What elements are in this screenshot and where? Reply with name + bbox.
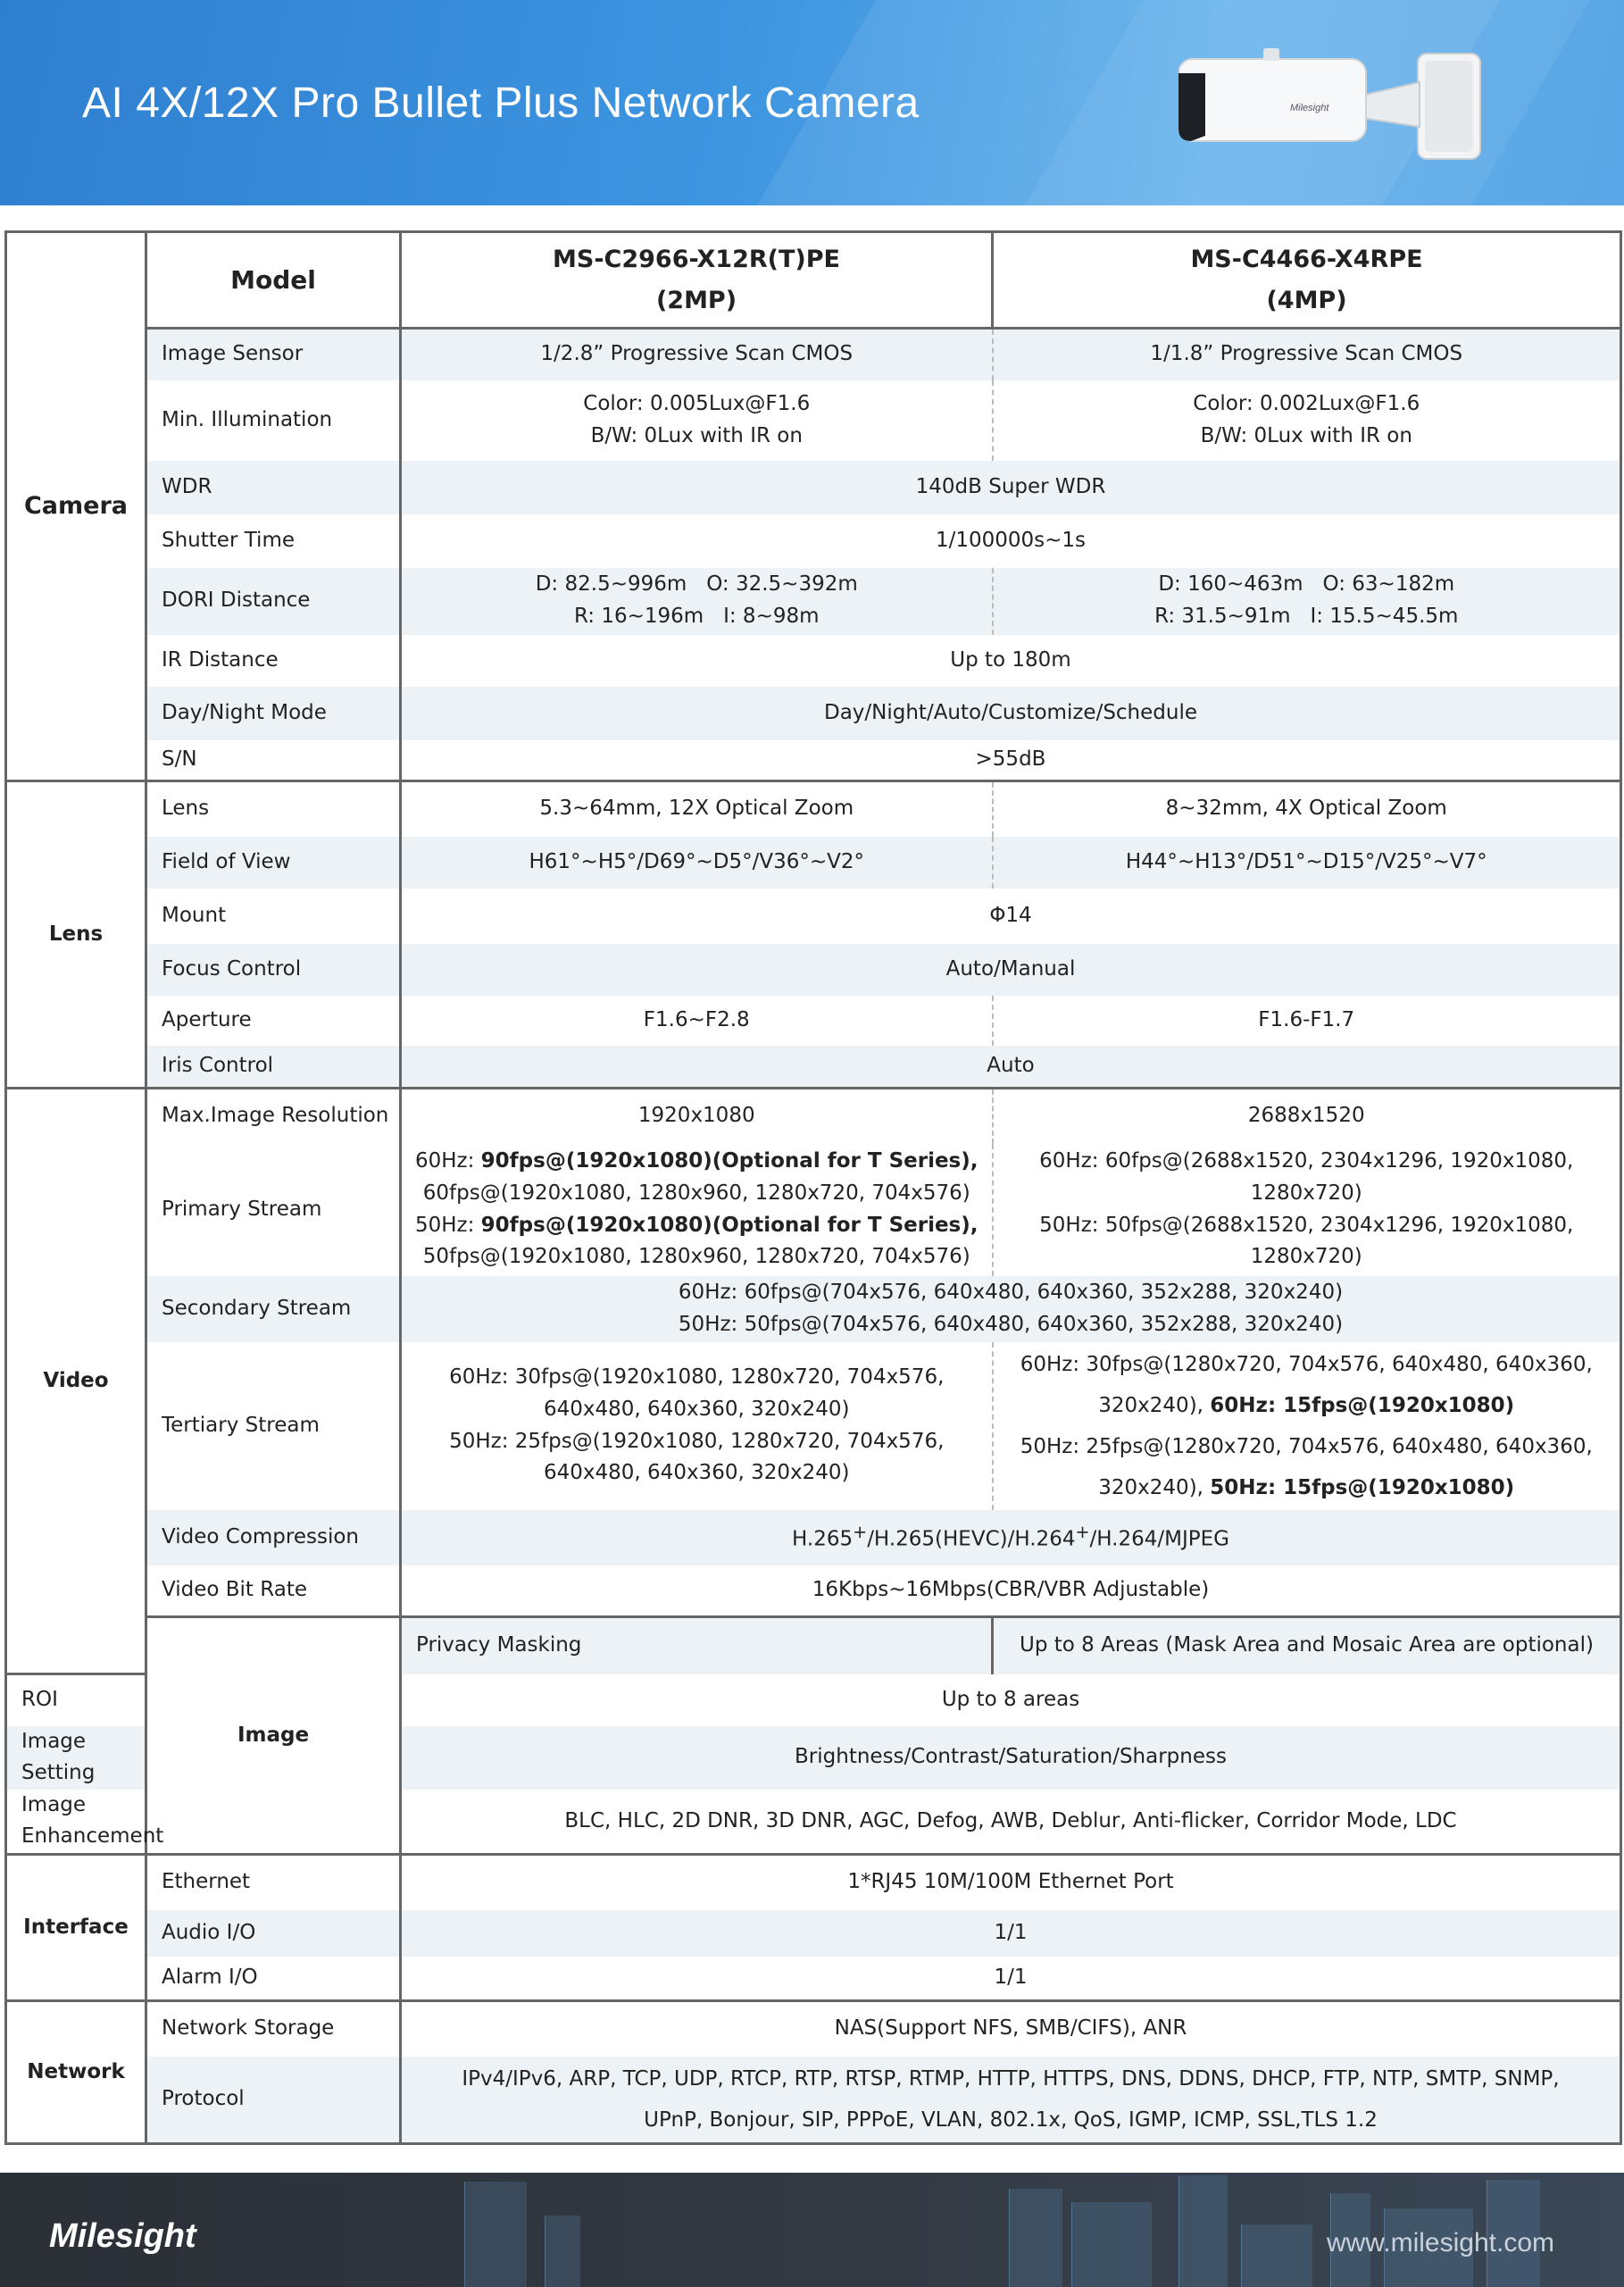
spec-table: [4, 230, 1622, 2145]
model-2-res: (4MP): [1266, 286, 1347, 314]
row-label: Iris Control: [146, 1046, 401, 1089]
row-day-night-mode: [6, 687, 1621, 740]
row-image-sensor: [6, 329, 1621, 380]
row-ir-distance: [6, 635, 1621, 687]
row-label: WDR: [146, 461, 401, 514]
footer-decoration: [1178, 2175, 1228, 2287]
row-focus-control: [6, 944, 1621, 996]
row-audio-io: [6, 1910, 1621, 1957]
row-value: Brightness/Contrast/Saturation/Sharpness: [401, 1726, 1621, 1790]
row-shutter-time: [6, 514, 1621, 568]
row-value: 8~32mm, 4X Optical Zoom: [993, 781, 1621, 837]
row-label: IR Distance: [146, 635, 401, 687]
row-video-compression: [6, 1510, 1621, 1565]
row-max-image-resolution: [6, 1089, 1621, 1144]
model-header-row: [6, 232, 1621, 329]
row-value: 1*RJ45 10M/100M Ethernet Port: [401, 1855, 1621, 1910]
row-label: Ethernet: [146, 1855, 401, 1910]
row-value: Color: 0.005Lux@F1.6 B/W: 0Lux with IR on: [401, 380, 993, 461]
footer-decoration: [464, 2182, 527, 2287]
row-label: Image Setting: [6, 1726, 146, 1790]
row-label: Protocol: [146, 2057, 401, 2144]
row-value: >55dB: [401, 740, 1621, 781]
row-dori-distance: [6, 568, 1621, 635]
row-primary-stream: [6, 1144, 1621, 1276]
camera-brand-mark: Milesight: [1290, 103, 1329, 113]
row-label: Image Sensor: [146, 329, 401, 380]
row-label: Day/Night Mode: [146, 687, 401, 740]
footer-decoration: [1071, 2202, 1152, 2287]
milesight-logo: Milesight: [49, 2217, 196, 2255]
row-label: Field of View: [146, 837, 401, 889]
section-camera: Camera: [6, 232, 146, 781]
row-tertiary-stream: [6, 1342, 1621, 1510]
row-secondary-stream: [6, 1276, 1621, 1342]
row-label: Shutter Time: [146, 514, 401, 568]
section-lens: Lens: [6, 781, 146, 1089]
row-value: NAS(Support NFS, SMB/CIFS), ANR: [401, 2001, 1621, 2057]
section-network: Network: [6, 2001, 146, 2144]
row-value: 60Hz: 30fps@(1920x1080, 1280x720, 704x576, 640x480, 640x360, 320x240) 50Hz: 25fps@(1920x1080, 1280x720, 704x576, 640x480, 640x360, 320x240): [401, 1342, 993, 1510]
row-value: 60Hz: 60fps@(704x576, 640x480, 640x360, 352x288, 320x240) 50Hz: 50fps@(704x576, 640x480, 640x360, 352x288, 320x240): [401, 1276, 1621, 1342]
row-value: Up to 8 areas: [401, 1674, 1621, 1726]
row-value: Φ14: [401, 889, 1621, 944]
row-value: 1/1: [401, 1910, 1621, 1957]
bullet-camera-image: [1178, 46, 1504, 163]
row-value: 2688x1520: [993, 1089, 1621, 1144]
row-value: Auto/Manual: [401, 944, 1621, 996]
row-label: Max.Image Resolution: [146, 1089, 401, 1144]
row-label: Min. Illumination: [146, 380, 401, 461]
footer-decoration: [1009, 2189, 1062, 2287]
section-interface: Interface: [6, 1855, 146, 2001]
row-mount: [6, 889, 1621, 944]
footer-decoration: [1241, 2224, 1312, 2287]
row-label: Audio I/O: [146, 1910, 401, 1957]
model-1-name: MS-C2966-X12R(T)PE: [553, 245, 840, 273]
row-label: ROI: [6, 1674, 146, 1726]
model-1-res: (2MP): [655, 286, 737, 314]
model-1: [401, 232, 993, 329]
row-label: Lens: [146, 781, 401, 837]
row-alarm-io: [6, 1957, 1621, 2001]
page-title: AI 4X/12X Pro Bullet Plus Network Camera: [82, 79, 920, 127]
model-2-name: MS-C4466-X4RPE: [1190, 245, 1423, 273]
row-value: Up to 8 Areas (Mask Area and Mosaic Area are optional): [993, 1617, 1621, 1674]
section-image: Image: [146, 1617, 401, 1855]
footer-bar: [0, 2173, 1624, 2287]
row-min-illumination: [6, 380, 1621, 461]
row-network-storage: [6, 2001, 1621, 2057]
row-label: Mount: [146, 889, 401, 944]
row-aperture: [6, 996, 1621, 1046]
row-value: H61°~H5°/D69°~D5°/V36°~V2°: [401, 837, 993, 889]
row-sn: [6, 740, 1621, 781]
row-value: F1.6~F2.8: [401, 996, 993, 1046]
row-label: Video Bit Rate: [146, 1565, 401, 1617]
row-value: 1/1: [401, 1957, 1621, 2001]
row-value: 60Hz: 60fps@(2688x1520, 2304x1296, 1920x1080, 1280x720) 50Hz: 50fps@(2688x1520, 2304x1296, 1920x1080, 1280x720): [993, 1144, 1621, 1276]
row-value: IPv4/IPv6, ARP, TCP, UDP, RTCP, RTP, RTSP, RTMP, HTTP, HTTPS, DNS, DDNS, DHCP, FTP, NTP, SMTP, SNMP, UPnP, Bonjour, SIP, PPPoE, VLAN, 802.1x, QoS, IGMP, ICMP, SSL,TLS 1.2: [401, 2057, 1621, 2144]
row-wdr: [6, 461, 1621, 514]
row-value: H.265+/H.265(HEVC)/H.264+/H.264/MJPEG: [401, 1510, 1621, 1565]
row-label: Tertiary Stream: [146, 1342, 401, 1510]
row-lens: [6, 781, 1621, 837]
row-label: Primary Stream: [146, 1144, 401, 1276]
row-value: 1920x1080: [401, 1089, 993, 1144]
section-video: Video: [6, 1089, 146, 1674]
row-value: Up to 180m: [401, 635, 1621, 687]
row-value: H44°~H13°/D51°~D15°/V25°~V7°: [993, 837, 1621, 889]
row-iris-control: [6, 1046, 1621, 1089]
row-value: 1/1.8” Progressive Scan CMOS: [993, 329, 1621, 380]
row-value: BLC, HLC, 2D DNR, 3D DNR, AGC, Defog, AWB, Deblur, Anti-flicker, Corridor Mode, LDC: [401, 1790, 1621, 1855]
row-label: S/N: [146, 740, 401, 781]
row-ethernet: [6, 1855, 1621, 1910]
row-label: Aperture: [146, 996, 401, 1046]
row-value: Auto: [401, 1046, 1621, 1089]
model-2: [993, 232, 1621, 329]
row-label: Focus Control: [146, 944, 401, 996]
row-value: Color: 0.002Lux@F1.6 B/W: 0Lux with IR on: [993, 380, 1621, 461]
row-value: 1/100000s~1s: [401, 514, 1621, 568]
row-label: Video Compression: [146, 1510, 401, 1565]
row-label: Alarm I/O: [146, 1957, 401, 2001]
row-value: 60Hz: 30fps@(1280x720, 704x576, 640x480, 640x360, 320x240), 60Hz: 15fps@(1920x1080) 50Hz: 25fps@(1280x720, 704x576, 640x480, 640x360, 320x240), 50Hz: 15fps@(1920x1080): [993, 1342, 1621, 1510]
row-label: Secondary Stream: [146, 1276, 401, 1342]
row-label: Network Storage: [146, 2001, 401, 2057]
row-video-bit-rate: [6, 1565, 1621, 1617]
row-value: D: 82.5~996m O: 32.5~392m R: 16~196m I: 8~98m: [401, 568, 993, 635]
row-value: F1.6-F1.7: [993, 996, 1621, 1046]
row-value: Day/Night/Auto/Customize/Schedule: [401, 687, 1621, 740]
row-value: D: 160~463m O: 63~182m R: 31.5~91m I: 15.5~45.5m: [993, 568, 1621, 635]
website-link[interactable]: www.milesight.com: [1326, 2228, 1554, 2258]
row-privacy-masking: [6, 1617, 1621, 1674]
row-label: Privacy Masking: [401, 1617, 993, 1674]
row-value: 140dB Super WDR: [401, 461, 1621, 514]
header-banner: [0, 0, 1624, 205]
row-label: Image Enhancement: [6, 1790, 146, 1855]
row-label: DORI Distance: [146, 568, 401, 635]
row-value: 1/2.8” Progressive Scan CMOS: [401, 329, 993, 380]
row-value: 60Hz: 90fps@(1920x1080)(Optional for T Series), 60fps@(1920x1080, 1280x960, 1280x720, 704x576) 50Hz: 90fps@(1920x1080)(Optional for T Series), 50fps@(1920x1080, 1280x960, 1280x720, 704x576): [401, 1144, 993, 1276]
row-protocol: [6, 2057, 1621, 2144]
row-value: 5.3~64mm, 12X Optical Zoom: [401, 781, 993, 837]
footer-decoration: [545, 2216, 580, 2287]
row-value: 16Kbps~16Mbps(CBR/VBR Adjustable): [401, 1565, 1621, 1617]
model-label: Model: [146, 232, 401, 329]
row-field-of-view: [6, 837, 1621, 889]
